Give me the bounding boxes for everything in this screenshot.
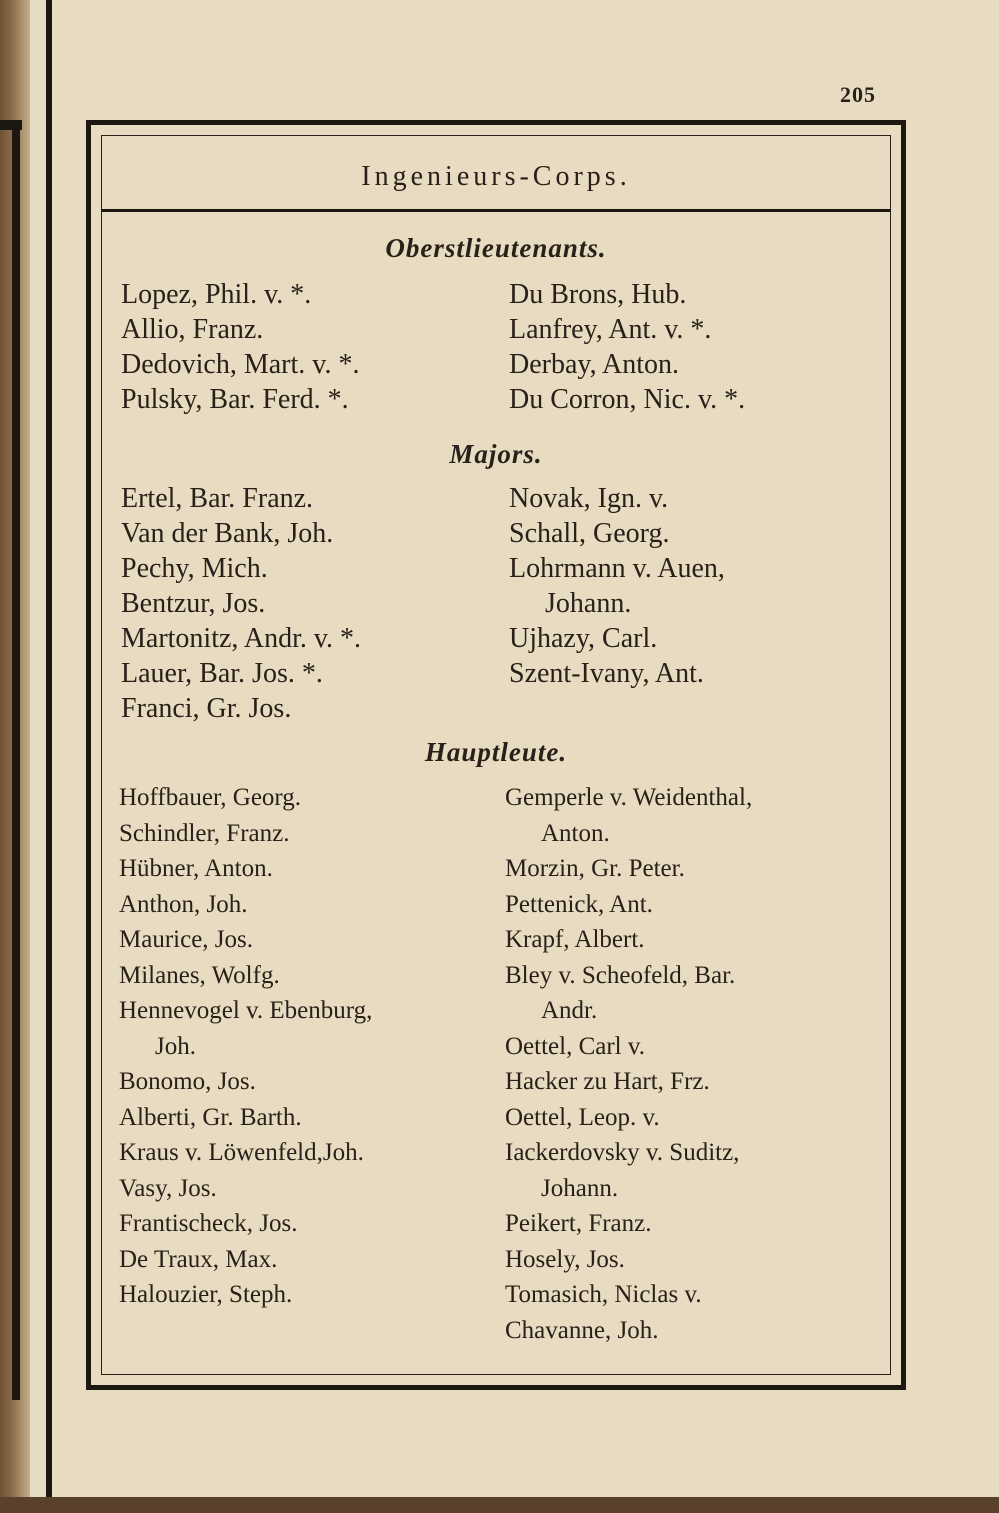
list-item: Szent-Ivany, Ant. [509,658,704,689]
list-item: De Traux, Max. [119,1245,278,1273]
list-item: Anton. [541,819,610,847]
oberstlieutenants-left-column [121,277,359,417]
list-item: Martonitz, Andr. v. *. [121,623,362,654]
list-item: Hosely, Jos. [505,1245,625,1273]
list-item: Ujhazy, Carl. [509,623,658,654]
list-item: Lopez, Phil. v. *. [121,279,312,310]
list-item: Andr. [541,997,598,1024]
section-title-oberstlieutenants: Oberstlieutenants. [385,233,607,263]
list-item: Allio, Franz. [121,314,264,345]
list-item: Schindler, Franz. [119,819,290,847]
list-item: Bley v. Scheofeld, Bar. [505,961,736,989]
majors-left-column [121,481,361,726]
list-item: Pechy, Mich. [121,553,268,584]
list-item: Derbay, Anton. [509,349,680,380]
hauptleute-left-column [119,780,372,1313]
list-item: Frantischeck, Jos. [119,1210,298,1237]
list-item: Kraus v. Löwenfeld,Joh. [119,1139,364,1166]
list-item: Halouzier, Steph. [119,1281,293,1308]
list-item: Johann. [545,588,632,619]
list-item: Bonomo, Jos. [119,1068,256,1095]
page-bottom-edge [0,1497,999,1513]
list-item: Pulsky, Bar. Ferd. *. [121,384,349,415]
list-item: Krapf, Albert. [505,926,645,953]
list-item: Hübner, Anton. [119,855,273,882]
section-title-hauptleute: Hauptleute. [424,737,568,767]
hauptleute-right-column [505,780,752,1348]
list-item: Bentzur, Jos. [121,588,266,619]
list-item: Lauer, Bar. Jos. *. [121,658,323,689]
list-item: Ertel, Bar. Franz. [121,483,314,514]
list-item: Joh. [155,1032,196,1060]
list-item: Maurice, Jos. [119,926,253,953]
list-item: Tomasich, Niclas v. [505,1281,702,1308]
list-item: Van der Bank, Joh. [121,518,334,549]
section-title-majors: Majors. [449,439,543,469]
list-item: Vasy, Jos. [119,1174,217,1202]
gutter-line [46,0,52,1497]
list-item: Hoffbauer, Georg. [119,784,302,811]
list-item: Alberti, Gr. Barth. [119,1103,302,1131]
title-rule [101,209,891,212]
list-item: Schall, Georg. [509,518,670,549]
oberstlieutenants-right-column [509,277,745,417]
list-item: Dedovich, Mart. v. *. [121,349,360,380]
list-item: Du Corron, Nic. v. *. [509,384,746,415]
list-item: Hennevogel v. Ebenburg, [119,997,373,1024]
list-item: Morzin, Gr. Peter. [505,855,685,882]
list-item: Johann. [541,1174,619,1202]
list-item: Novak, Ign. v. [509,483,669,514]
list-item: Milanes, Wolfg. [119,961,280,989]
list-item: Iackerdovsky v. Suditz, [505,1139,740,1166]
list-item: Franci, Gr. Jos. [121,693,292,724]
page-number: 205 [840,82,876,107]
majors-right-column [509,481,725,691]
list-item: Du Brons, Hub. [509,279,687,310]
facing-page-fragment [0,120,22,1400]
list-item: Peikert, Franz. [505,1210,652,1237]
list-item: Chavanne, Joh. [505,1316,659,1344]
list-item: Lanfrey, Ant. v. *. [509,314,712,345]
bordered-frame [86,120,906,1390]
list-item: Gemperle v. Weidenthal, [505,784,753,811]
page-title: Ingenieurs-Corps. [361,161,631,192]
list-item: Lohrmann v. Auen, [509,553,725,584]
list-item: Pettenick, Ant. [505,890,653,918]
list-item: Oettel, Leop. v. [505,1103,660,1131]
list-item: Oettel, Carl v. [505,1032,646,1060]
list-item: Hacker zu Hart, Frz. [505,1068,710,1095]
list-item: Anthon, Joh. [119,890,248,918]
